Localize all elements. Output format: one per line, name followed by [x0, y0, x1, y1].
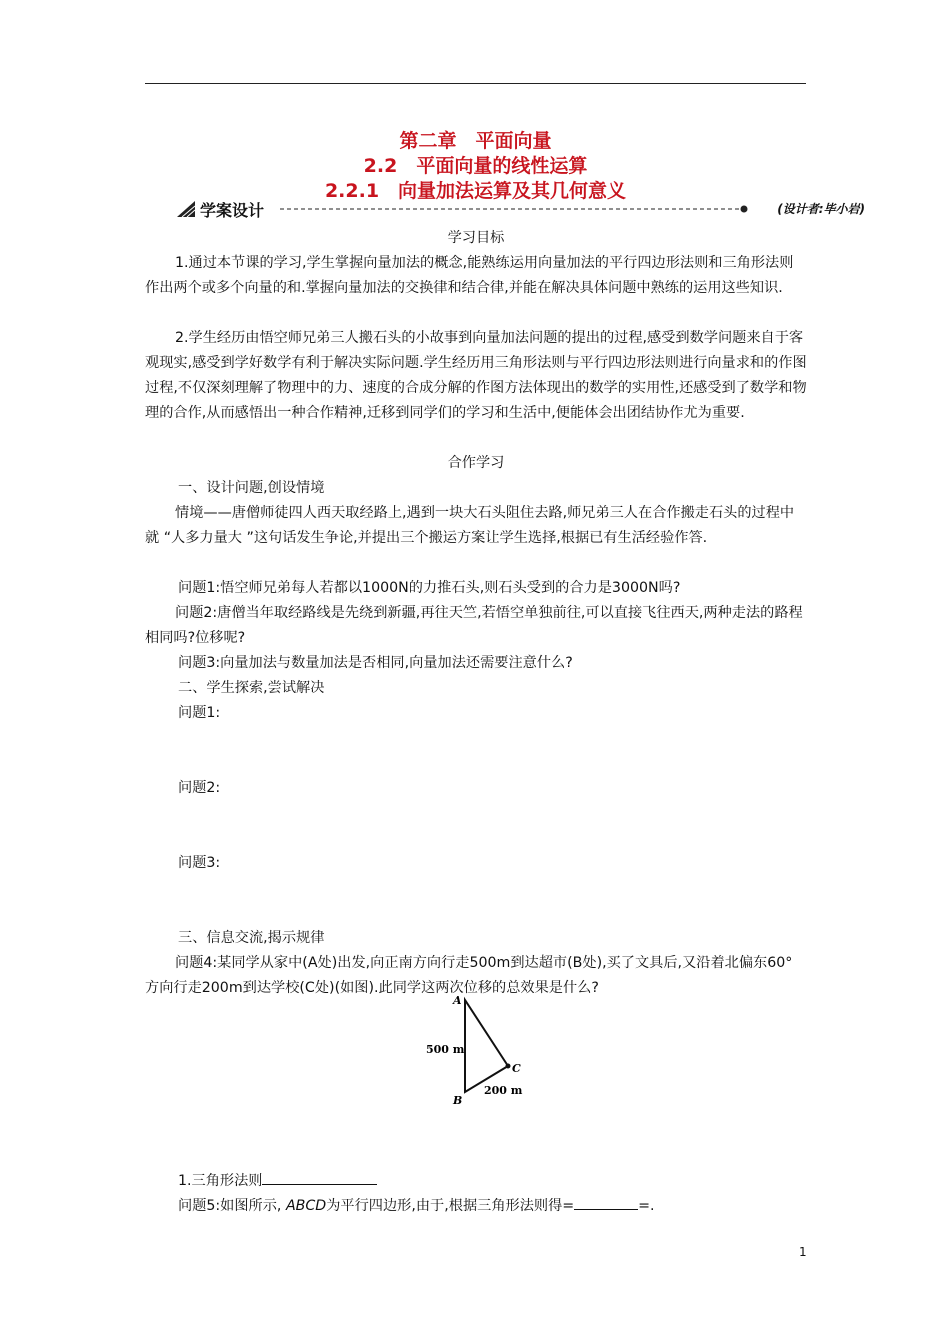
q5-suffix: =.: [638, 1198, 655, 1214]
question-4: 问题4:某同学从家中(A处)出发,向正南方向行走500m到达超市(B处),买了文具后,又沿着北偏东60° 方向行走200m到达学校(C处)(如图).此同学这两次位移的总效果是什么?: [145, 955, 793, 996]
q5-prefix: 问题5:如图所示,: [178, 1198, 286, 1214]
banner-dotted-line: [280, 204, 750, 214]
q5-middle: 为平行四边形,由于,根据三角形法则得=: [326, 1198, 575, 1214]
part3-title: 三、信息交流,揭示规律: [178, 930, 325, 946]
section-title: 2.2 平面向量的线性运算: [363, 155, 588, 177]
label-a: A: [453, 994, 462, 1007]
question-1: 问题1:悟空师兄弟每人若都以1000N的力推石头,则石头受到的合力是3000N吗?: [178, 580, 681, 596]
goals-heading: 学习目标: [447, 230, 505, 246]
question-5: [178, 1194, 655, 1219]
part2-title: 二、学生探索,尝试解决: [178, 680, 325, 696]
banner-triangle-icon: [175, 200, 197, 218]
header-rule: [145, 83, 806, 84]
q5-abcd: ABCD: [285, 1198, 327, 1214]
study-plan-banner: [175, 196, 865, 222]
triangle-abc-diagram: [420, 992, 540, 1110]
scenario-text: 情境——唐僧师徒四人西天取经路上,遇到一块大石头阻住去路,师兄弟三人在合作搬走石头的过程中就 “人多力量大 ”这句话发生争论,并提出三个搬运方案让学生选择,根据已有生活经验作答.: [145, 505, 795, 546]
goal-item-2: 2.学生经历由悟空师兄弟三人搬石头的小故事到向量加法问题的提出的过程,感受到数学问题来自于客观现实,感受到学好数学有利于解决实际问题.学生经历用三角形法则与平行四边形法则进行向量求和的作图过程,不仅深刻理解了物理中的力、速度的合成分解的作图方法体现出的数学的实用性,还感受到了数学和物理的合作,从而感悟出一种合作精神,迁移到同学们的学习和生活中,便能体会出团结协作尤为重要.: [145, 330, 807, 421]
label-bc-length: 200 m: [484, 1084, 523, 1097]
label-c: C: [512, 1062, 521, 1075]
displacement-figure: [420, 992, 540, 1110]
page-number: 1: [799, 1245, 807, 1259]
triangle-rule-blank[interactable]: [262, 1170, 377, 1185]
banner-label: 学案设计: [200, 201, 265, 220]
cooperation-heading: 合作学习: [447, 455, 505, 471]
triangle-rule-line: [178, 1169, 377, 1194]
q5-blank[interactable]: [574, 1195, 638, 1210]
subsection-title: 2.2.1 向量加法运算及其几何意义: [324, 180, 627, 202]
question-3: 问题3:向量加法与数量加法是否相同,向量加法还需要注意什么?: [178, 655, 573, 671]
question-2: 问题2:唐僧当年取经路线是先绕到新疆,再往天竺,若悟空单独前往,可以直接飞往西天,两种走法的路程相同吗?位移呢?: [145, 605, 803, 646]
answer-1-label: 问题1:: [178, 705, 221, 721]
label-b: B: [453, 1094, 463, 1107]
triangle-rule-label: 1.三角形法则: [178, 1173, 263, 1189]
answer-3-label: 问题3:: [178, 855, 221, 871]
label-ab-length: 500 m: [426, 1043, 465, 1056]
part1-title: 一、设计问题,创设情境: [178, 480, 325, 496]
designer-credit: (设计者:毕小岩): [777, 202, 865, 216]
goal-item-1: 1.通过本节课的学习,学生掌握向量加法的概念,能熟练运用向量加法的平行四边形法则和三角形法则作出两个或多个向量的和.掌握向量加法的交换律和结合律,并能在解决具体问题中熟练的运用这些知识.: [145, 255, 794, 296]
chapter-title: 第二章 平面向量: [399, 130, 552, 152]
answer-2-label: 问题2:: [178, 780, 221, 796]
